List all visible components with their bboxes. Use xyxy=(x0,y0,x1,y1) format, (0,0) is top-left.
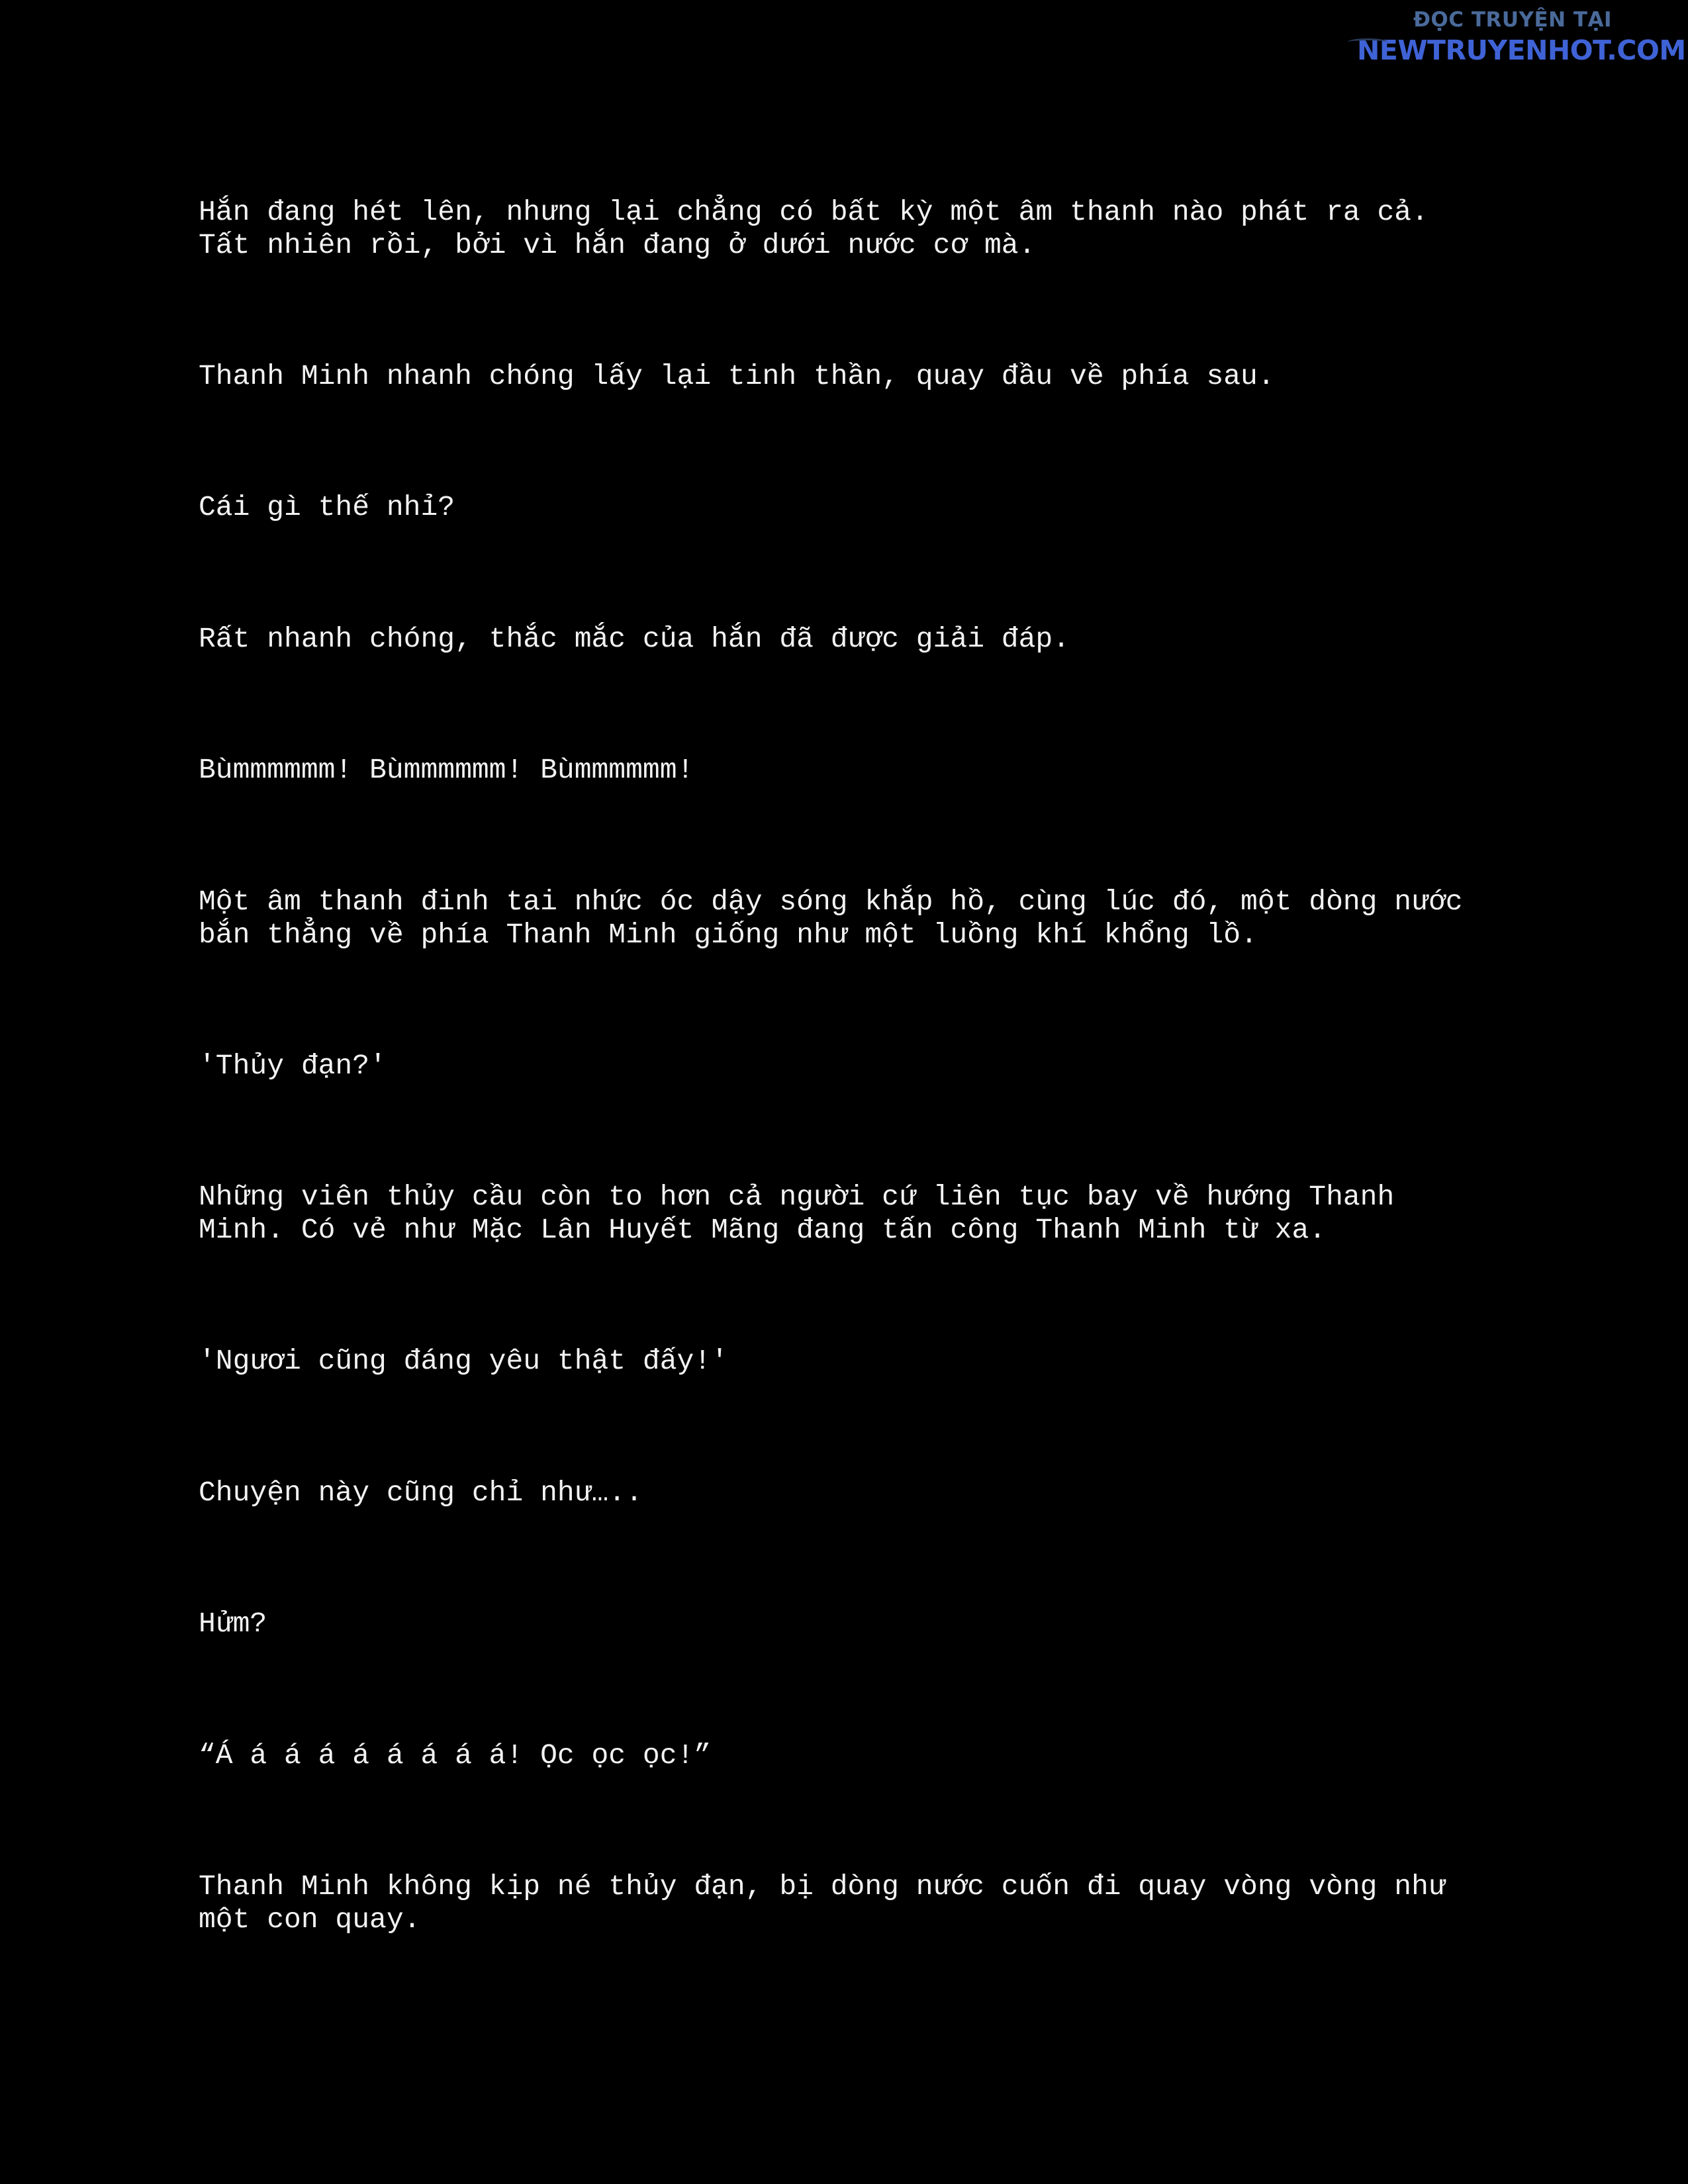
paragraph-4: Rất nhanh chóng, thắc mắc của hắn đã được giải đáp. xyxy=(199,623,1070,655)
paragraph-13: Thanh Minh không kịp né thủy đạn, bị dòng nước cuốn đi quay vòng vòng như một con quay. xyxy=(199,1870,1446,1936)
paragraph-2: Thanh Minh nhanh chóng lấy lại tinh thần, quay đầu về phía sau. xyxy=(199,360,1275,392)
site-watermark xyxy=(1357,8,1686,66)
watermark-line2: NEWTRUYENHOT.COM xyxy=(1357,34,1686,66)
paragraph-10: Chuyện này cũng chỉ như….. xyxy=(199,1477,643,1509)
paragraph-12: “Á á á á á á á á á! Ọc ọc ọc!” xyxy=(199,1739,712,1772)
paragraph-1: Hắn đang hét lên, nhưng lại chẳng có bất kỳ một âm thanh nào phát ra cả. Tất nhiên rồi, bởi vì hắn đang ở dưới nước cơ mà. xyxy=(199,196,1429,261)
paragraph-6: Một âm thanh đinh tai nhức óc dậy sóng khắp hồ, cùng lúc đó, một dòng nước bắn thẳng về phía Thanh Minh giống như một luồng khí khổng lồ. xyxy=(199,886,1463,951)
paragraph-5: Bùmmmmmm! Bùmmmmmm! Bùmmmmmm! xyxy=(199,754,694,786)
paragraph-3: Cái gì thế nhỉ? xyxy=(199,491,455,523)
paragraph-8: Những viên thủy cầu còn to hơn cả người cứ liên tục bay về hướng Thanh Minh. Có vẻ như Mặc Lân Huyết Mãng đang tấn công Thanh Minh từ xa. xyxy=(199,1181,1395,1246)
paragraph-11: Hửm? xyxy=(199,1608,267,1640)
paragraph-9: 'Ngươi cũng đáng yêu thật đấy!' xyxy=(199,1345,728,1377)
paragraph-7: 'Thủy đạn?' xyxy=(199,1050,387,1082)
watermark-line1: ĐỌC TRUYỆN TẠI xyxy=(1413,8,1613,32)
watermark-swoosh xyxy=(1348,38,1387,46)
